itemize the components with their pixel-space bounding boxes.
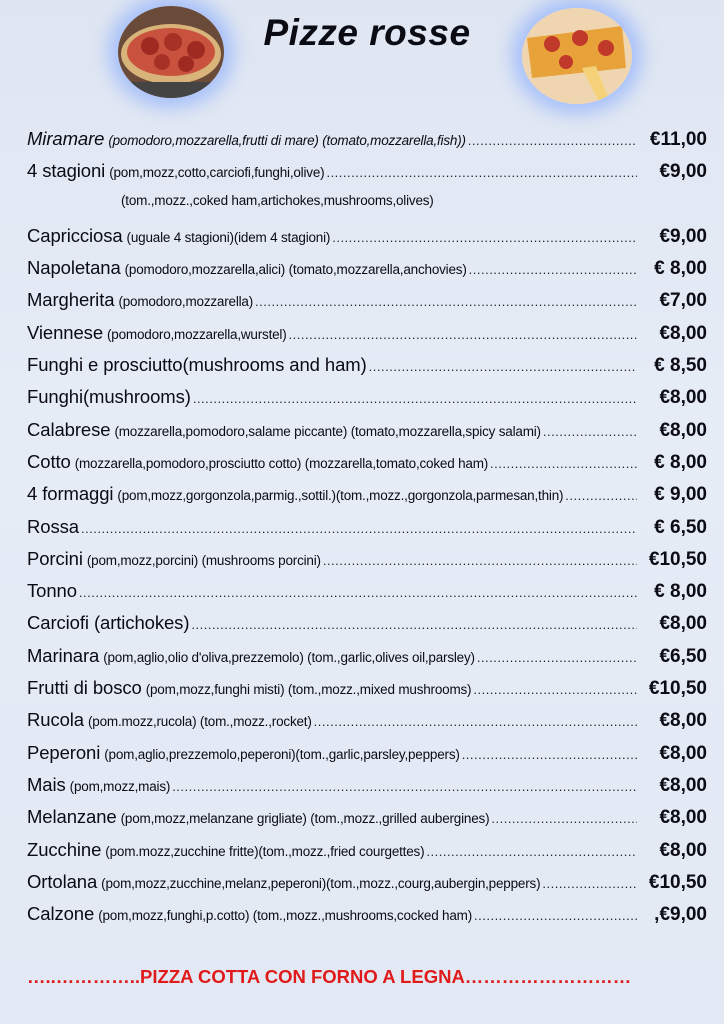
menu-item-price: €8,00 (659, 387, 707, 409)
dot-leader (255, 294, 637, 309)
menu-item (27, 386, 707, 418)
menu-item-description: (pom,mozz,funghi,p.cotto) (tom.,mozz.,mushrooms,cocked ham) (98, 908, 473, 924)
menu-item-description: (pomodoro,mozzarella,frutti di mare) (tomato,mozzarella,fish)) (108, 133, 466, 148)
menu-item (27, 871, 707, 903)
menu-item-price: €8,00 (659, 774, 707, 796)
dot-leader (369, 359, 637, 374)
menu-item-description: (pom,aglio,prezzemolo,peperoni)(tom.,garlic,parsley,peppers) (104, 746, 460, 762)
menu-item-name: Tonno (27, 580, 77, 602)
menu-item-price: €8,00 (659, 807, 707, 829)
menu-item (27, 806, 707, 838)
menu-item-name: Mais (27, 773, 66, 795)
menu-item (27, 516, 707, 548)
menu-item-name: Marinara (27, 644, 100, 666)
menu-item-name: Rossa (27, 515, 79, 537)
dot-leader (468, 133, 637, 148)
page-title: Pizze rosse (263, 12, 471, 53)
menu-item-price: €8,00 (659, 710, 707, 732)
menu-item-description: (pom,mozz,zucchine,melanz,peperoni)(tom.,mozz.,courg,aubergin,peppers) (101, 875, 541, 891)
menu-item-name: Margherita (27, 289, 115, 311)
menu-item-name: Ortolana (27, 870, 98, 892)
menu-item (27, 451, 707, 483)
menu-item-name: Miramare (27, 128, 105, 149)
dot-leader (332, 230, 637, 245)
menu-item (27, 839, 707, 871)
menu-item-price: €8,00 (659, 839, 707, 861)
menu-item-price: €6,50 (659, 645, 707, 667)
dot-leader (289, 327, 637, 342)
menu-item-name: Cotto (27, 450, 71, 472)
dot-leader (323, 553, 637, 568)
menu-item-name: Rucola (27, 709, 84, 731)
menu-item-price: €10,50 (648, 678, 707, 700)
menu-item-name: Calabrese (27, 418, 111, 440)
menu-item-name: Frutti di bosco (27, 677, 142, 699)
menu-item-price: €8,00 (659, 742, 707, 764)
menu-item (27, 580, 707, 612)
menu-item-description: (mozzarella,pomodoro,prosciutto cotto) (mozzarella,tomato,coked ham) (74, 455, 489, 471)
dot-leader (191, 617, 637, 632)
menu-item-description: (pom.mozz,rucola) (tom.,mozz.,rocket) (88, 714, 312, 730)
menu-item (27, 645, 707, 677)
menu-item-description: (mozzarella,pomodoro,salame piccante) (tomato,mozzarella,spicy salami) (114, 423, 541, 439)
dot-leader (565, 488, 637, 503)
menu-item-price: € 8,00 (654, 258, 707, 280)
menu-item-description: (uguale 4 stagioni)(idem 4 stagioni) (126, 229, 331, 245)
menu-item-price: € 8,00 (654, 581, 707, 603)
menu-item-price: €11,00 (649, 129, 707, 150)
menu-item-name: Viennese (27, 321, 104, 343)
menu-item-name: Carciofi (artichokes) (27, 612, 190, 634)
menu-item (27, 289, 707, 321)
menu-item (27, 548, 707, 580)
menu-item-price: € 9,00 (654, 484, 707, 506)
menu-item (27, 225, 707, 257)
menu-item-price: €8,00 (659, 419, 707, 441)
menu-item-description: (pomodoro,mozzarella) (118, 294, 254, 310)
menu-item-description: (pom,mozz,porcini) (mushrooms porcini) (86, 552, 321, 568)
menu-item-price: €8,00 (659, 322, 707, 344)
menu-item-price: € 8,00 (654, 451, 707, 473)
dot-leader (79, 585, 637, 600)
menu-item (27, 709, 707, 741)
dot-leader (314, 714, 637, 729)
menu-item (27, 903, 707, 935)
pizza-photo-right (522, 8, 632, 104)
menu-item-description: (pomodoro,mozzarella,alici) (tomato,mozzarella,anchovies) (124, 262, 467, 278)
dot-leader (426, 844, 637, 859)
menu-item-price: €10,50 (648, 871, 707, 893)
menu-item-price: €7,00 (659, 290, 707, 312)
dot-leader (81, 521, 637, 536)
dot-leader (543, 424, 637, 439)
menu-item (27, 322, 707, 354)
menu-item-description: (pomodoro,mozzarella,wurstel) (107, 326, 287, 342)
dot-leader (477, 650, 637, 665)
menu-item (27, 612, 707, 644)
menu-item (27, 774, 707, 806)
menu-item-name: Peperoni (27, 741, 101, 763)
menu-item-name: 4 stagioni (27, 160, 106, 182)
menu-item (27, 483, 707, 515)
menu-item-name: Zucchine (27, 838, 102, 860)
dot-leader (172, 779, 637, 794)
menu-item-price: €10,50 (648, 548, 707, 570)
menu-item-description: (pom,mozz,melanzane grigliate) (tom.,mozz.,grilled aubergines) (120, 811, 490, 827)
menu-item (27, 742, 707, 774)
dot-leader (326, 165, 637, 180)
menu-item (27, 419, 707, 451)
menu-item-name: Melanzane (27, 806, 117, 828)
menu-item-price: €9,00 (659, 225, 707, 247)
dot-leader (469, 262, 637, 277)
dot-leader (542, 876, 637, 891)
menu-item-price: € 6,50 (654, 516, 707, 538)
dot-leader (473, 682, 637, 697)
menu-item-price: € 8,50 (654, 355, 707, 377)
menu-item-name: Calzone (27, 903, 95, 925)
footer-note: …..…………..PIZZA COTTA CON FORNO A LEGNA……………………… (27, 966, 632, 987)
menu-item-description: (pom,mozz,cotto,carciofi,funghi,olive) (109, 165, 325, 181)
menu-item-description: (pom,mozz,gorgonzola,parmig.,sottil.)(tom.,mozz.,gorgonzola,parmesan,thin) (117, 488, 564, 504)
menu-item-price: €9,00 (659, 161, 707, 183)
menu-item (27, 193, 707, 225)
menu-item-description: (pom,mozz,mais) (69, 778, 171, 794)
menu-item-name: Napoletana (27, 257, 121, 279)
menu-item-name: Funghi(mushrooms) (27, 386, 191, 408)
menu-list (27, 128, 707, 935)
dot-leader (193, 391, 637, 406)
menu-item-description: (pom,aglio,olio d'oliva,prezzemolo) (tom.,garlic,olives oil,parsley) (103, 649, 475, 665)
menu-item-name: Porcini (27, 547, 83, 569)
menu-item (27, 677, 707, 709)
menu-item (27, 128, 707, 160)
menu-item (27, 160, 707, 192)
dot-leader (462, 747, 637, 762)
menu-item-description: (tom.,mozz.,coked ham,artichokes,mushrooms,olives) (121, 192, 434, 208)
dot-leader (474, 908, 637, 923)
menu-item (27, 257, 707, 289)
dot-leader (490, 456, 637, 471)
dot-leader (491, 811, 637, 826)
menu-item-name: Funghi e prosciutto(mushrooms and ham) (27, 354, 367, 376)
menu-item-description: (pom.mozz,zucchine fritte)(tom.,mozz.,fried courgettes) (105, 843, 425, 859)
menu-item-price: €8,00 (659, 613, 707, 635)
menu-item-name: 4 formaggi (27, 483, 114, 505)
menu-item-name: Capricciosa (27, 224, 123, 246)
menu-item (27, 354, 707, 386)
menu-item-description: (pom,mozz,funghi misti) (tom.,mozz.,mixed mushrooms) (145, 682, 472, 698)
menu-item-price: ,€9,00 (654, 904, 707, 926)
